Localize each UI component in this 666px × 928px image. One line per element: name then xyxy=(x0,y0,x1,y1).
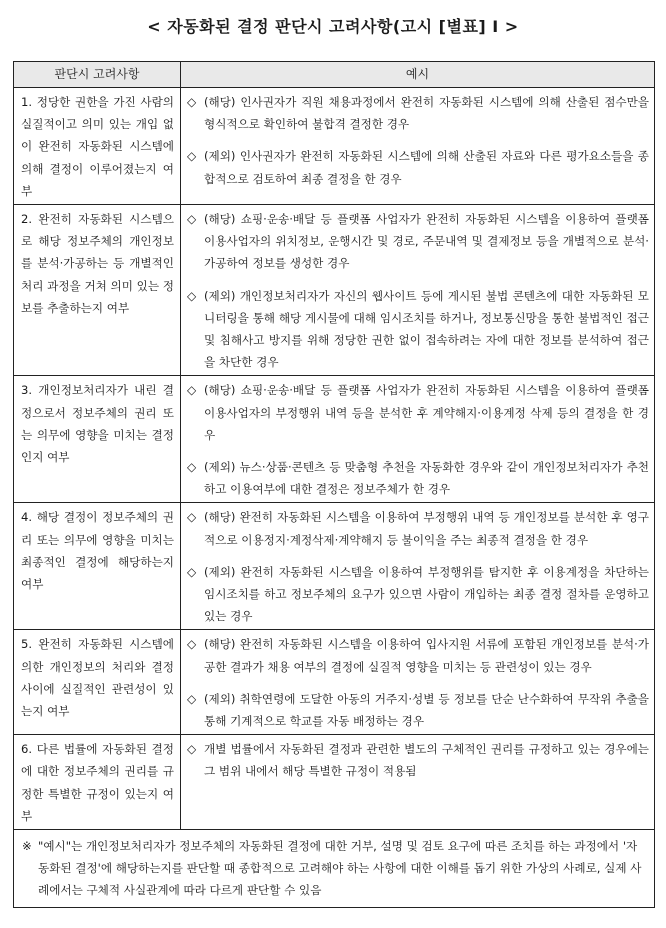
example-item xyxy=(187,561,649,628)
criterion-cell: 3. 개인정보처리자가 내린 결정으로서 정보주체의 권리 또는 의무에 영향을 미치는 결정인지 여부 xyxy=(14,376,181,503)
example-text: (해당) 완전히 자동화된 시스템을 이용하여 입사지원 서류에 포함된 개인정보를 분석·가공한 결과가 채용 여부의 결정에 실질적 영향을 미치는 등 관련성이 있는 경우 xyxy=(204,637,649,674)
table-body xyxy=(14,88,655,830)
footnote-cell xyxy=(14,830,655,908)
diamond-bullet-icon: ◇ xyxy=(187,95,197,109)
example-text: (제외) 취학연령에 도달한 아동의 거주지·성별 등 정보를 단순 난수화하여 무작위 추출을 통해 기계적으로 학교를 자동 배정하는 경우 xyxy=(204,691,649,729)
diamond-bullet-icon: ◇ xyxy=(187,742,197,757)
examples-cell xyxy=(181,376,655,503)
examples-cell xyxy=(181,503,655,630)
table-row xyxy=(14,205,655,376)
example-item xyxy=(187,145,649,189)
page-title: < 자동화된 결정 판단시 고려사항(고시 [별표] Ⅰ > xyxy=(147,17,519,36)
header-criteria: 판단시 고려사항 xyxy=(14,62,181,88)
example-item xyxy=(187,738,649,782)
examples-cell xyxy=(181,630,655,735)
table-row xyxy=(14,735,655,830)
criterion-cell: 2. 완전히 자동화된 시스템으로 해당 정보주체의 개인정보를 분석·가공하는 등 개별적인 처리 과정을 거쳐 의미 있는 정보를 추출하는지 여부 xyxy=(14,205,181,376)
criterion-cell: 5. 완전히 자동화된 시스템에 의한 개인정보의 처리와 결정 사이에 실질적인 관련성이 있는지 여부 xyxy=(14,630,181,735)
criterion-cell: 6. 다른 법률에 자동화된 결정에 대한 정보주체의 권리를 규정한 특별한 규정이 있는지 여부 xyxy=(14,735,181,830)
criteria-table xyxy=(13,61,655,908)
example-text: (해당) 쇼핑·운송·배달 등 플랫폼 사업자가 완전히 자동화된 시스템을 이용하여 플랫폼 이용사업자의 부정행위 내역 등을 분석한 후 계약해지·이용계정 삭제 등의 결정을 한 경우 xyxy=(204,383,649,442)
example-text: (해당) 완전히 자동화된 시스템을 이용하여 부정행위 내역 등 개인정보를 분석한 후 영구적으로 이용정지·계정삭제·계약해지 등 불이익을 주는 최종적 결정을 한 경우 xyxy=(204,510,649,547)
example-item xyxy=(187,208,649,275)
diamond-bullet-icon: ◇ xyxy=(187,510,197,525)
example-item xyxy=(187,456,649,500)
example-text: (제외) 뉴스·상품·콘텐츠 등 맞춤형 추천을 자동화한 경우와 같이 개인정보처리자가 추천하고 이용여부에 대한 결정은 정보주체가 한 경우 xyxy=(204,460,649,497)
example-item xyxy=(187,688,649,732)
examples-cell xyxy=(181,205,655,376)
diamond-bullet-icon: ◇ xyxy=(187,383,197,398)
example-item xyxy=(187,285,649,374)
footnote-text: "예시"는 개인정보처리자가 정보주체의 자동화된 결정에 대한 거부, 설명 및 검토 요구에 따른 조치를 하는 과정에서 '자동화된 결정'에 해당하는지를 판단할 때 종합적으로 고려해야 하는 사항에 대한 이해를 돕기 위한 가상의 사례로, 실제 사례에서는 구체적 사실관계에 따라 다르게 판단할 수 있음 xyxy=(38,839,642,898)
diamond-bullet-icon: ◇ xyxy=(187,149,197,164)
header-examples: 예시 xyxy=(181,62,655,88)
criterion-cell: 4. 해당 결정이 정보주체의 권리 또는 의무에 영향을 미치는 최종적인 결정에 해당하는지 여부 xyxy=(14,503,181,630)
diamond-bullet-icon: ◇ xyxy=(187,564,197,579)
table-row xyxy=(14,376,655,503)
example-text: (제외) 완전히 자동화된 시스템을 이용하여 부정행위를 탐지한 후 이용계정을 차단하는 임시조치를 하고 정보주체의 요구가 있으면 사람이 개입하는 최종 결정 절차를 운영하고 있는 경우 xyxy=(204,564,649,624)
diamond-bullet-icon: ◇ xyxy=(187,637,197,652)
table-row xyxy=(14,88,655,205)
example-item xyxy=(187,379,649,446)
examples-cell xyxy=(181,88,655,205)
note-row xyxy=(14,830,655,908)
example-text: (해당) 인사권자가 직원 채용과정에서 완전히 자동화된 시스템에 의해 산출된 점수만을 형식적으로 확인하여 불합격 결정한 경우 xyxy=(204,95,649,132)
diamond-bullet-icon: ◇ xyxy=(187,288,197,303)
criterion-cell: 1. 정당한 권한을 가진 사람의 실질적이고 의미 있는 개입 없이 완전히 자동화된 시스템에 의해 결정이 이루어졌는지 여부 xyxy=(14,88,181,205)
example-text: (제외) 인사권자가 완전히 자동화된 시스템에 의해 산출된 자료와 다른 평가요소들을 종합적으로 검토하여 최종 결정을 한 경우 xyxy=(204,149,649,186)
example-item xyxy=(187,91,649,135)
example-item xyxy=(187,506,649,550)
table-row xyxy=(14,630,655,735)
example-text: 개별 법률에서 자동화된 결정과 관련한 별도의 구체적인 권리를 규정하고 있는 경우에는 그 범위 내에서 해당 특별한 규정이 적용됨 xyxy=(204,742,649,779)
example-text: (제외) 개인정보처리자가 자신의 웹사이트 등에 게시된 불법 콘텐츠에 대한 자동화된 모니터링을 통해 해당 게시물에 대해 임시조치를 하거나, 정보통신망을 통한 불법적인 접근 및 침해사고 방지를 위해 정당한 권한 없이 접속하려는 자에 대한 정보를 분석하여 접근을 차단한 경우 xyxy=(204,288,649,370)
diamond-bullet-icon: ◇ xyxy=(187,212,197,227)
example-item xyxy=(187,633,649,677)
table-header-row xyxy=(14,62,655,88)
examples-cell xyxy=(181,735,655,830)
table-row xyxy=(14,503,655,630)
note-mark: ※ xyxy=(22,839,32,854)
diamond-bullet-icon: ◇ xyxy=(187,691,197,706)
diamond-bullet-icon: ◇ xyxy=(187,460,197,475)
example-text: (해당) 쇼핑·운송·배달 등 플랫폼 사업자가 완전히 자동화된 시스템을 이용하여 플랫폼 이용사업자의 위치정보, 운행시간 및 경로, 주문내역 및 결제정보 등을 개별적으로 분석·가공하여 정보를 생성한 경우 xyxy=(204,212,649,271)
